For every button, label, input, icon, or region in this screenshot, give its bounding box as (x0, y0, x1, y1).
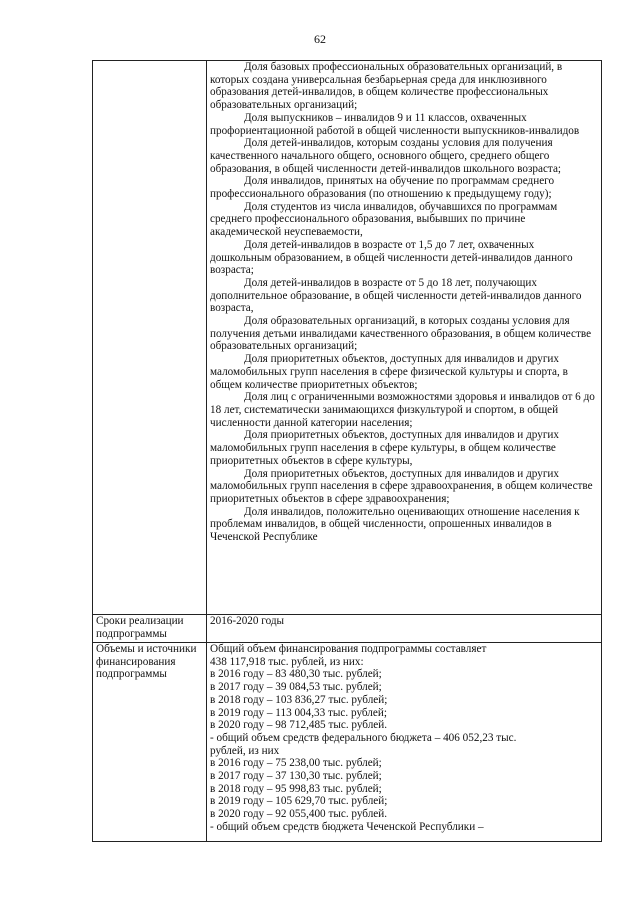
indicator-item: Доля инвалидов, принятых на обучение по программам среднего профессионального образования (по отношению к предыдущему году); (210, 175, 555, 201)
finance-line: в 2018 году – 95 998,83 тыс. рублей; (210, 782, 382, 795)
finance-line: - общий объем средств федерального бюджета – 406 052,23 тыс. (210, 731, 517, 744)
finance-line: рублей, из них (210, 744, 280, 757)
indicator-item: Доля лиц с ограниченными возможностями здоровья и инвалидов от 6 до 18 лет, систематически занимающихся физкультурой и спортом, в общей численности данной категории населения; (210, 391, 595, 429)
finance-cell (207, 643, 602, 842)
finance-line: в 2019 году – 105 629,70 тыс. рублей; (210, 795, 388, 808)
finance-line: в 2016 году – 75 238,00 тыс. рублей; (210, 757, 382, 770)
indicator-item: Доля инвалидов, положительно оценивающих отношение населения к проблемам инвалидов, в общей численности, опрошенных инвалидов в Чеченской Республике (210, 505, 580, 544)
subprogram-passport-table (92, 60, 602, 842)
finance-label: Объемы и источники финансирования подпрограммы (93, 643, 207, 842)
page-number: 62 (314, 32, 326, 46)
table-row (93, 61, 602, 615)
finance-line: в 2017 году – 37 130,30 тыс. рублей; (210, 770, 382, 783)
indicator-item: Доля детей-инвалидов, которым созданы условия для получения качественного начального общего, основного общего, среднего общего образования, в общей численности детей-инвалидов школьного возраста; (210, 137, 562, 175)
indicator-item: Доля образовательных организаций, в которых созданы условия для получения детьми инвалидами качественного образования, в общем количестве образовательных организаций; (210, 315, 592, 353)
indicator-item: Доля приоритетных объектов, доступных для инвалидов и других маломобильных групп населения в сфере здравоохранения, в общем количестве приоритетных объектов в сфере здравоохранения; (210, 467, 593, 505)
indicator-item: Доля приоритетных объектов, доступных для инвалидов и других маломобильных групп населения в сфере физической культуры и спорта, в общем количестве приоритетных объектов; (210, 353, 568, 391)
period-value: 2016-2020 годы (207, 615, 602, 643)
table-row (93, 643, 602, 842)
finance-line: в 2020 году – 98 712,485 тыс. рублей. (210, 719, 388, 732)
indicators-cell (207, 61, 602, 615)
table-row (93, 615, 602, 643)
finance-line: в 2018 году – 103 836,27 тыс. рублей; (210, 693, 388, 706)
indicators-label-cell (93, 61, 207, 615)
indicator-item: Доля выпускников – инвалидов 9 и 11 классов, охваченных профориентационной работой в общей численности выпускников-инвалидов (210, 111, 580, 137)
finance-line: Общий объем финансирования подпрограммы составляет (210, 643, 487, 655)
indicator-item: Доля базовых профессиональных образовательных организаций, в которых создана универсальная безбарьерная среда для инклюзивного образования детей-инвалидов, в общем количестве профессиональных образовательных организаций; (210, 61, 563, 112)
finance-line: в 2016 году – 83 480,30 тыс. рублей; (210, 668, 382, 681)
indicator-item: Доля детей-инвалидов в возрасте от 5 до 18 лет, получающих дополнительное образование, в общей численности детей-инвалидов данного возраста, (210, 276, 582, 315)
finance-line: 438 117,918 тыс. рублей, из них: (210, 655, 364, 668)
indicator-item: Доля студентов из числа инвалидов, обучавшихся по программам среднего профессионального образования, выбывших по причине академической неуспеваемости, (210, 200, 558, 239)
finance-line: в 2020 году – 92 055,400 тыс. рублей. (210, 808, 388, 821)
period-label: Сроки реализации подпрограммы (93, 615, 207, 643)
indicator-item: Доля приоритетных объектов, доступных для инвалидов и других маломобильных групп населения в сфере культуры, в общем количестве приоритетных объектов в сфере культуры, (210, 429, 559, 467)
finance-line: в 2019 году – 113 004,33 тыс. рублей; (210, 706, 387, 719)
indicator-item: Доля детей-инвалидов в возрасте от 1,5 до 7 лет, охваченных дошкольным образованием, в общей численности детей-инвалидов данного возраста; (210, 238, 573, 277)
finance-line: - общий объем средств бюджета Чеченской Республики – (210, 820, 484, 833)
finance-line: в 2017 году – 39 084,53 тыс. рублей; (210, 681, 382, 694)
